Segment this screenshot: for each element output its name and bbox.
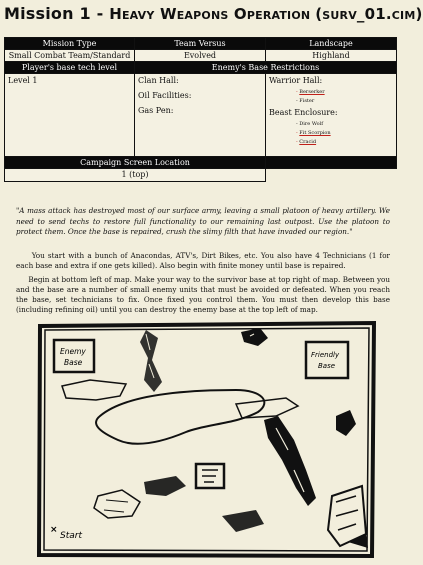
enemy-col1-cell — [135, 74, 266, 157]
gas-pen-label: Gas Pen: — [138, 106, 174, 115]
warrior-item: - Berserker — [296, 89, 325, 95]
mission-title — [4, 4, 423, 23]
enemy-base-marker — [54, 340, 94, 372]
start-label: Start — [60, 531, 82, 541]
title-name: Heavy Weapons Operation — [109, 5, 311, 23]
friendly-base-label: Friendly — [311, 351, 340, 359]
map-drawing — [36, 320, 378, 560]
mission-quote: "A mass attack has destroyed most of our surface army, leaving a small platoon of heavy artillery. We need to send techs to restore full functionality to our remaining last outpost. Use the platoon to protect them. Once the base is repaired, crush the slimy filth that have invaded our region." — [16, 206, 390, 237]
values-row — [5, 50, 397, 62]
campaign-value-row — [5, 169, 397, 182]
campaign-header-row — [5, 157, 397, 169]
beast-item: - Dire Wolf — [296, 121, 324, 127]
briefing-paragraph-1: You start with a bunch of Anacondas, ATV's, Dirt Bikes, etc. You also have 4 Technicians (1 for each base and extra if one gets killed). Also begin with finite money until base is repaired. — [16, 251, 390, 270]
title-file: (surv_01.cim) — [315, 5, 423, 23]
beast-item: - Cracid — [296, 139, 317, 145]
value-team-versus: Evolved — [135, 50, 266, 62]
enemy-restrictions-label: Enemy's Base Restrictions — [135, 62, 397, 74]
player-base-label: Player's base tech level — [5, 62, 135, 74]
enemy-base-label: Enemy — [60, 347, 86, 356]
restrictions-header-row — [5, 62, 397, 74]
value-landscape: Highland — [266, 50, 397, 62]
mission-map-sketch — [36, 320, 378, 560]
player-level: Level 1 — [8, 76, 38, 85]
oil-facilities-label: Oil Facilities: — [138, 91, 192, 100]
header-landscape: Landscape — [266, 38, 397, 50]
start-x-icon: × — [50, 525, 58, 535]
value-mission-type: Small Combat Team/Standard — [5, 50, 135, 62]
clan-hall-label: Clan Hall: — [138, 76, 179, 85]
beast-item: - Fit Scorpion — [296, 130, 331, 136]
friendly-base-label: Base — [318, 362, 336, 370]
header-team-versus: Team Versus — [135, 38, 266, 50]
campaign-value: 1 (top) — [5, 169, 266, 182]
player-level-cell — [5, 74, 135, 157]
beast-enclosure-label: Beast Enclosure: — [269, 108, 338, 117]
enemy-base-label: Base — [64, 358, 83, 367]
friendly-base-marker — [306, 342, 348, 378]
header-row — [5, 38, 397, 50]
warrior-item: - Fister — [296, 98, 315, 104]
warrior-hall-label: Warrior Hall: — [269, 76, 323, 85]
enemy-col2-cell — [266, 74, 397, 157]
header-mission-type: Mission Type — [5, 38, 135, 50]
campaign-label: Campaign Screen Location — [5, 157, 266, 169]
restrictions-row — [5, 74, 397, 157]
title-prefix: Mission 1 - — [4, 4, 110, 23]
briefing-paragraph-2: Begin at bottom left of map. Make your way to the survivor base at top right of map. Between you and the base are a number of small enemy units that must be avoided or defeated. When you reach the base, set technicians to fix. Once fixed you control them. You must then develop this base (including refining oil) until you can destroy the enemy base at the top left of map. — [16, 275, 390, 314]
mission-info-table — [4, 37, 397, 182]
